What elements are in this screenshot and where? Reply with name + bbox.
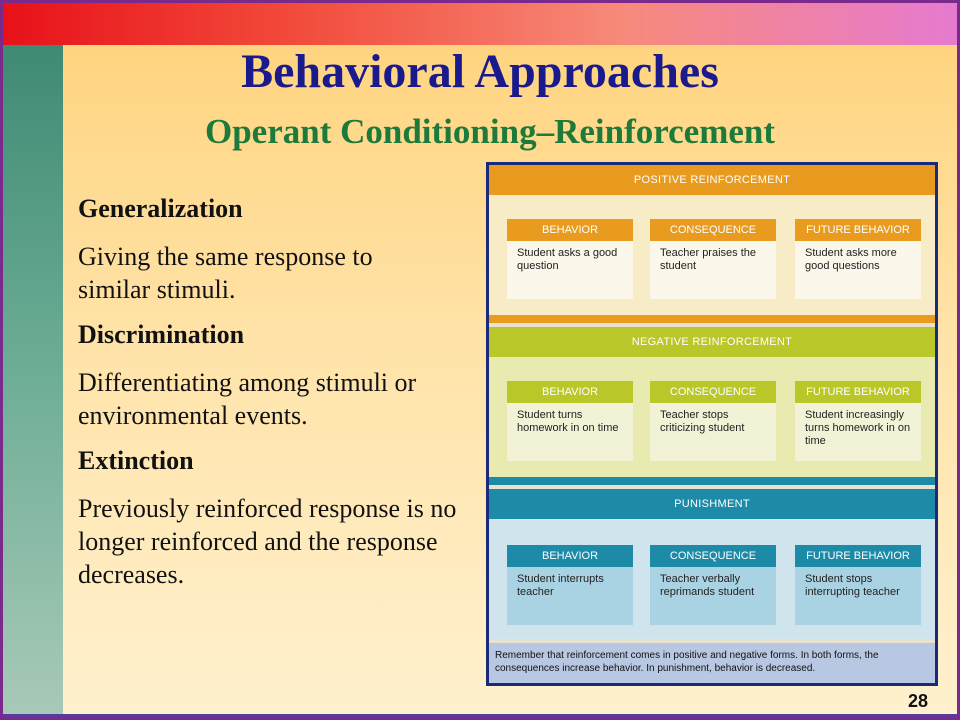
bottom-color-bar: [3, 714, 957, 717]
definition-extinction: Previously reinforced response is no longer reinforced and the response decreases.: [78, 494, 457, 589]
box-header: FUTURE BEHAVIOR: [795, 545, 921, 567]
definition-generalization: Giving the same response to similar stimuli.: [78, 242, 373, 304]
box-consequence: [650, 545, 776, 625]
box-text: Student asks a good question: [507, 241, 633, 299]
box-consequence: [650, 381, 776, 461]
box-text: Student interrupts teacher: [507, 567, 633, 625]
box-header: CONSEQUENCE: [650, 545, 776, 567]
slide-subtitle: Operant Conditioning–Reinforcement: [204, 112, 776, 151]
section-title: PUNISHMENT: [489, 489, 935, 519]
box-behavior: [507, 545, 633, 625]
box-behavior: [507, 219, 633, 299]
box-text: Student turns homework in on time: [507, 403, 633, 461]
definition-discrimination: Differentiating among stimuli or environmental events.: [78, 368, 417, 430]
section-title: POSITIVE REINFORCEMENT: [489, 165, 935, 195]
terms-list: [78, 192, 478, 603]
box-header: FUTURE BEHAVIOR: [795, 381, 921, 403]
box-behavior: [507, 381, 633, 461]
box-future-behavior: [795, 545, 921, 625]
term-extinction: Extinction: [78, 446, 194, 475]
reinforcement-diagram: [486, 162, 938, 686]
box-text: Teacher verbally reprimands student: [650, 567, 776, 625]
side-color-bar: [3, 45, 63, 717]
section-divider: [489, 477, 935, 485]
box-text: Student increasingly turns homework in on time: [795, 403, 921, 461]
box-consequence: [650, 219, 776, 299]
top-color-bar: [3, 3, 957, 45]
diagram-note: Remember that reinforcement comes in positive and negative forms. In both forms, the consequences increase behavior. In punishment, behavior is decreased.: [489, 643, 935, 683]
section-divider: [489, 315, 935, 323]
box-text: Teacher praises the student: [650, 241, 776, 299]
box-header: FUTURE BEHAVIOR: [795, 219, 921, 241]
box-text: Teacher stops criticizing student: [650, 403, 776, 461]
box-text: Student stops interrupting teacher: [795, 567, 921, 625]
box-header: CONSEQUENCE: [650, 219, 776, 241]
box-header: CONSEQUENCE: [650, 381, 776, 403]
section-negative-reinforcement: [489, 327, 935, 477]
term-discrimination: Discrimination: [78, 320, 245, 349]
section-punishment: [489, 489, 935, 639]
section-positive-reinforcement: [489, 165, 935, 315]
box-future-behavior: [795, 381, 921, 461]
box-header: BEHAVIOR: [507, 545, 633, 567]
box-text: Student asks more good questions: [795, 241, 921, 299]
box-future-behavior: [795, 219, 921, 299]
slide-title: Behavioral Approaches: [241, 45, 719, 98]
box-header: BEHAVIOR: [507, 381, 633, 403]
term-generalization: Generalization: [78, 194, 243, 223]
page-number: 28: [907, 691, 928, 711]
box-header: BEHAVIOR: [507, 219, 633, 241]
section-title: NEGATIVE REINFORCEMENT: [489, 327, 935, 357]
